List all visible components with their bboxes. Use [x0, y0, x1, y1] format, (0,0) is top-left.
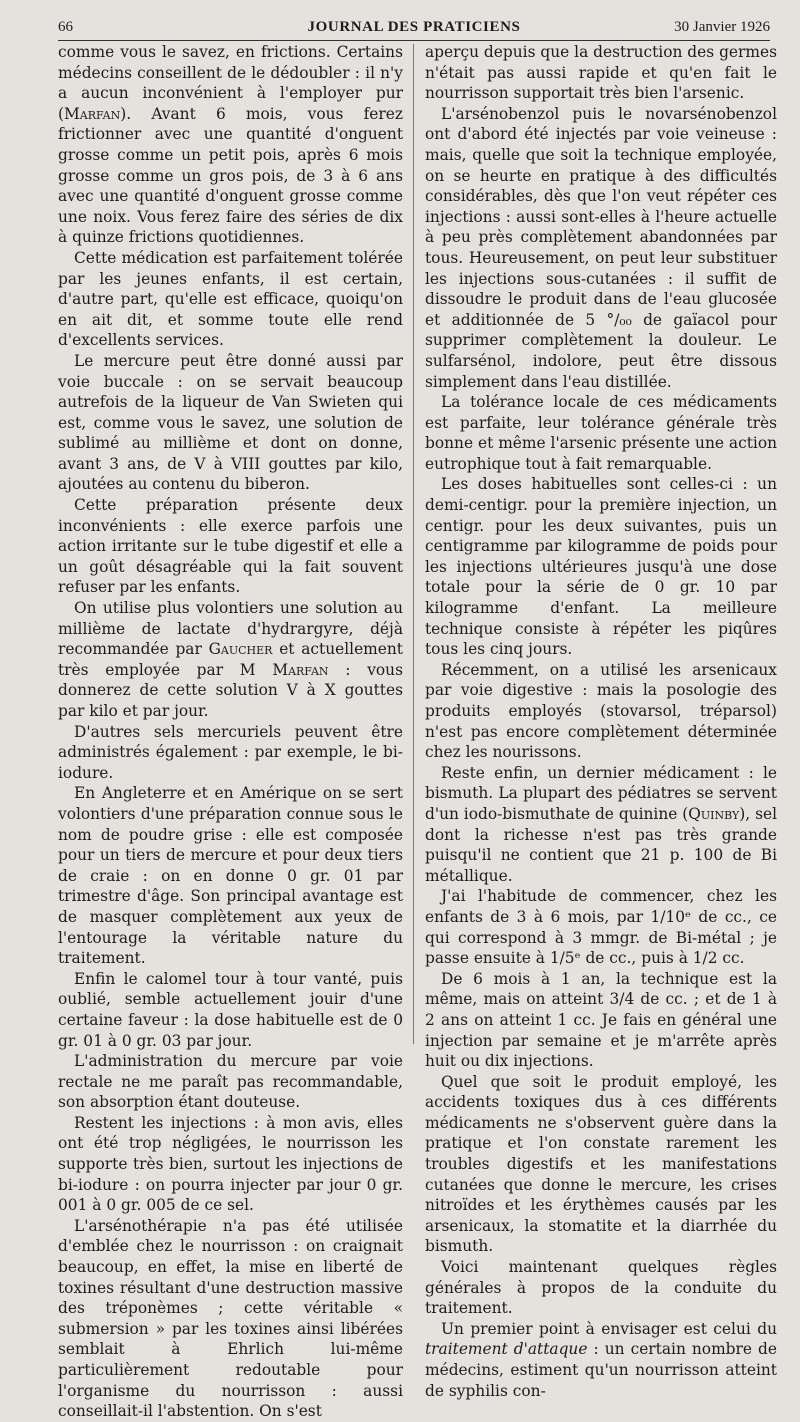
author-name: Gaucher — [208, 640, 273, 659]
paragraph: L'arsénothérapie n'a pas été utilisée d'emblée chez le nourrisson : on craignait beaucoup, en effet, la mise en liberté de toxines résultant d'une destruction massive des tréponèmes ; cette véritable « submersion » par les toxines ainsi libérées semblait à Ehrlich lui-même particulièrement redoutable pour l'organisme du nourrisson : aussi conseillait-il l'abstention. On s'est — [58, 1216, 403, 1421]
paragraph: Restent les injections : à mon avis, elles ont été trop négligées, le nourrisson les supporte très bien, surtout les injections de bi-iodure : on pourra injecter par jour 0 gr. 001 à 0 gr. 005 de ce sel. — [58, 1113, 403, 1215]
paragraph — [58, 598, 403, 722]
paragraph: La tolérance locale de ces médicaments est parfaite, leur tolérance générale très bonne et même l'arsenic présente une action eutrophique tout à fait remarquable. — [425, 393, 777, 473]
author-name: Quinby — [688, 804, 740, 823]
journal-title: JOURNAL DES PRATICIENS — [307, 19, 521, 35]
text-run: comme vous le savez, en frictions. Certains médecins conseillent de le dédoubler : il n'y a aucun inconvénient à l'employer pur ( — [58, 43, 403, 123]
italic-term: traitement d'attaque — [425, 1340, 588, 1359]
paragraph: Cette médication est parfaitement tolérée par les jeunes enfants, il est certain, d'autre part, qu'elle est efficace, quoiqu'on en ait dit, et somme toute elle rend d'excellents services. — [58, 248, 403, 350]
paragraph: Récemment, on a utilisé les arsenicaux par voie digestive : mais la posologie des produits employés (stovarsol, tréparsol) n'est pas encore complètement déterminée chez les nourissons. — [425, 660, 777, 762]
text-run: Un premier point à envisager est celui du — [441, 1319, 777, 1338]
paragraph: Le mercure peut être donné aussi par voie buccale : on se servait beaucoup autrefois de la liqueur de Van Swieten qui est, comme vous le savez, une solution de sublimé au millième et dont on donne, avant 3 ans, de V à VIII gouttes par kilo, ajoutées au contenu du biberon. — [58, 351, 403, 494]
text-run: et actuellement très employée par M — [58, 640, 403, 679]
paragraph — [425, 1319, 777, 1401]
text-run: ). Avant 6 mois, vous ferez frictionner avec une quantité d'onguent grosse comme un petit pois, après 6 mois grosse comme un gros pois, de 3 à 6 ans avec une quantité d'onguent grosse comme une noix. Vous ferez faire des séries de dix à quinze frictions quotidiennes. — [58, 104, 403, 247]
paragraph — [58, 42, 403, 248]
paragraph: Enfin le calomel tour à tour vanté, puis oublié, semble actuellement jouir d'une certaine faveur : la dose habituelle est de 0 gr. 01 à 0 gr. 03 par jour. — [58, 969, 403, 1050]
paragraph: D'autres sels mercuriels peuvent être administrés également : par exemple, le bi-iodure. — [58, 722, 403, 782]
paragraph: Voici maintenant quelques règles générales à propos de la conduite du traitement. — [425, 1258, 777, 1318]
author-name: Marfan — [64, 104, 121, 123]
text-run: On utilise plus volontiers une solution au millième de lactate d'hydrargyre, déjà recommandée par — [58, 599, 403, 659]
paragraph: Cette préparation présente deux inconvénients : elle exerce parfois une action irritante sur le tube digestif et elle a un goût désagréable qui la fait souvent refuser par les enfants. — [58, 496, 403, 597]
page-header — [58, 14, 770, 41]
column-divider — [413, 44, 414, 1044]
right-column — [425, 42, 778, 1400]
text-run: : un certain nombre de médecins, estiment qu'un nourrisson atteint de syphilis con- — [425, 1340, 777, 1400]
paragraph — [425, 763, 777, 887]
page-number: 66 — [58, 19, 73, 35]
text-run: : vous donnerez de cette solution V à X gouttes par kilo et par jour. — [58, 660, 403, 720]
paragraph: L'arsénobenzol puis le novarsénobenzol ont d'abord été injectés par voie veineuse : mais, quelle que soit la technique employée, on se heurte en pratique à des difficultés considérables, dès que l'on veut répéter ces injections : aussi sont-elles à l'heure actuelle à peu près complètement abandonnées par tous. Heureusement, on peut leur substituer les injections sous-cutanées : il suffit de dissoudre le produit dans de l'eau glucosée et additionnée de 5 °/₀₀ de gaïacol pour supprimer complètement la douleur. Le sulfarsénol, indolore, peut être dissous simplement dans l'eau distillée. — [425, 104, 777, 391]
paragraph: Les doses habituelles sont celles-ci : un demi-centigr. pour la première injection, un centigr. pour les deux suivantes, puis un centigramme par kilogramme de poids pour les injections ultérieures jusqu'à une dose totale pour la série de 0 gr. 10 par kilogramme d'enfant. La meilleure technique consiste à répéter les piqûres tous les cinq jours. — [425, 475, 777, 659]
paragraph: Quel que soit le produit employé, les accidents toxiques dus à ces différents médicaments ne s'observent guère dans la pratique et l'on constate rarement les troubles digestifs et les manifestations cutanées que donne le mercure, les crises nitroïdes et les érythèmes causés par les arsenicaux, la stomatite et la diarrhée du bismuth. — [425, 1072, 777, 1256]
paragraph: L'administration du mercure par voie rectale ne me paraît pas recommandable, son absorption étant douteuse. — [58, 1052, 403, 1112]
paragraph: J'ai l'habitude de commencer, chez les enfants de 3 à 6 mois, par 1/10ᵉ de cc., ce qui correspond à 3 mmgr. de Bi-métal ; je passe ensuite à 1/5ᵉ de cc., puis à 1/2 cc. — [425, 887, 777, 968]
paragraph: En Angleterre et en Amérique on se sert volontiers d'une préparation connue sous le nom de poudre grise : elle est composée pour un tiers de mercure et pour deux tiers de craie : on en donne 0 gr. 01 par trimestre d'âge. Son principal avantage est de masquer complètement aux yeux de l'entourage la véritable nature du traitement. — [58, 784, 403, 968]
text-run: Reste enfin, un dernier médicament : le bismuth. La plupart des pédiatres se servent d'un iodo-bismuthate de quinine ( — [425, 763, 777, 823]
paragraph: De 6 mois à 1 an, la technique est la même, mais on atteint 3/4 de cc. ; et de 1 à 2 ans on atteint 1 cc. Je fais en général une injection par semaine et je m'arrête après huit ou dix injections. — [425, 969, 777, 1071]
author-name: Marfan — [272, 660, 329, 679]
left-column — [58, 42, 403, 1421]
issue-date: 30 Janvier 1926 — [674, 19, 770, 35]
text-run: ), sel dont la richesse n'est pas très grande puisqu'il ne contient que 21 p. 100 de Bi métallique. — [425, 804, 778, 885]
paragraph: aperçu depuis que la destruction des germes n'était pas aussi rapide et qu'en fait le nourrisson supportait très bien l'arsenic. — [425, 43, 777, 103]
